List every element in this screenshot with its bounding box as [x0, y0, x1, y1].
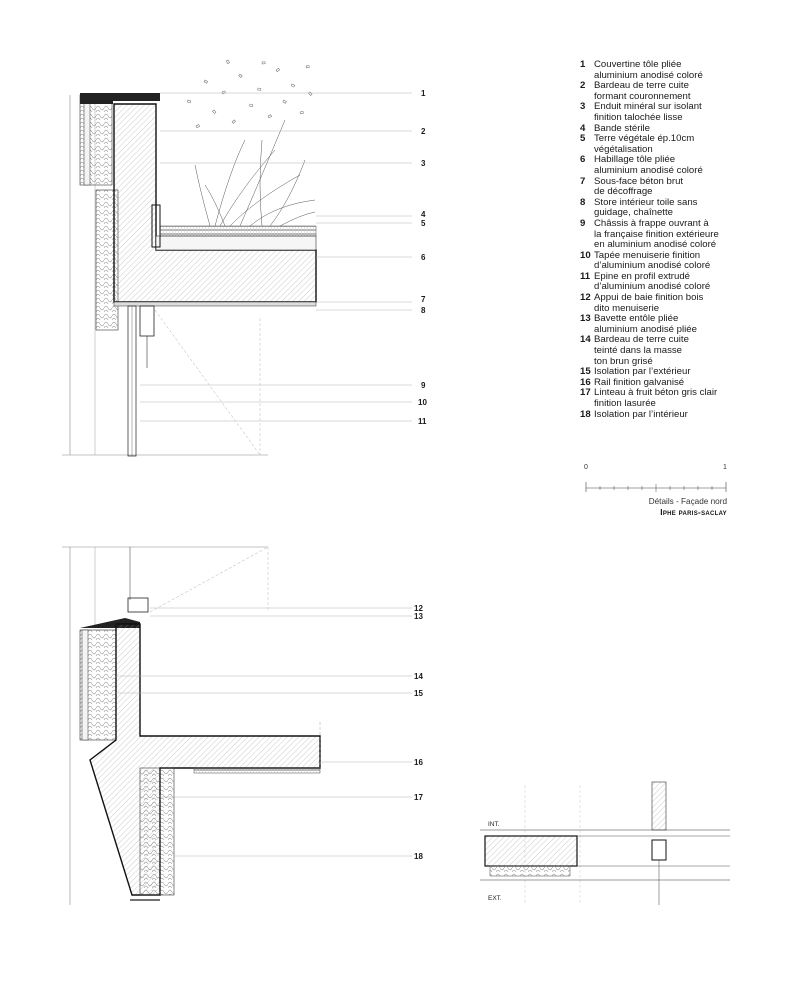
callout-17: 17: [414, 793, 423, 802]
plan-lintel-block: [485, 836, 577, 866]
terracotta-shingle-upper: [84, 95, 90, 185]
legend-item-number: 15: [580, 366, 591, 378]
plan-label-ext: EXT.: [488, 895, 502, 902]
callout-1: 1: [421, 89, 426, 98]
callout-16: 16: [414, 758, 423, 767]
window-swing-line: [155, 310, 260, 455]
top-callout-numbers: [418, 89, 427, 426]
legend-item: [580, 314, 790, 335]
legend-item-text: Appui de baie finition bois dito menuiserie: [594, 292, 704, 314]
tree-foliage: [187, 60, 312, 128]
callout-5: 5: [421, 219, 426, 228]
legend-item-text: Bardeau de terre cuite teinté dans la masse ton brun grisé: [594, 334, 689, 367]
legend-item-text: Store intérieur toile sans guidage, chaînette: [594, 196, 698, 219]
legend-item: [580, 293, 790, 314]
sill-profile: [128, 598, 148, 612]
legend-item-text: Isolation par l’extérieur: [594, 366, 691, 378]
concrete-soffit: [114, 302, 316, 306]
sterile-strip: [160, 226, 316, 236]
legend-item-text: Tapée menuiserie finition d’aluminium anodisé coloré: [594, 249, 711, 272]
legend-item-number: 18: [580, 408, 591, 420]
concrete-lintel: [90, 624, 320, 895]
legend-item-number: 17: [580, 387, 591, 399]
legend-item: [580, 388, 790, 409]
legend-item: [580, 134, 790, 155]
plan-label-int: INT.: [488, 821, 500, 828]
callout-9: 9: [421, 381, 426, 390]
legend-item-number: 2: [580, 80, 586, 92]
callout-4: 4: [421, 210, 426, 219]
roof-membrane: [156, 236, 316, 250]
legend-item-text: Epine en profil extrudé d’aluminium anodisé coloré: [594, 270, 711, 293]
legend-item-number: 10: [580, 249, 591, 261]
legend-item-number: 9: [580, 217, 586, 229]
rail-galvanised: [194, 768, 320, 773]
legend-item-number: 12: [580, 292, 591, 304]
callout-15: 15: [414, 689, 423, 698]
legend-item: [580, 251, 790, 272]
legend-item: [580, 102, 790, 123]
callout-6: 6: [421, 253, 426, 262]
callout-10: 10: [418, 398, 427, 407]
callout-3: 3: [421, 159, 426, 168]
scale-end: 1: [723, 464, 727, 471]
legend-item-text: Bavette entôle pliée aluminium anodisé pliée: [594, 313, 697, 335]
legend-item-text: Habillage tôle pliée aluminium anodisé coloré: [594, 154, 703, 176]
plan-detail: [480, 782, 730, 905]
legend-item-number: 11: [580, 270, 591, 282]
blind-box: [140, 306, 154, 336]
legend-item-text: Terre végétale ép.10cm végétalisation: [594, 133, 695, 155]
legend-item: [580, 219, 790, 251]
legend-item-text: Sous-face béton brut de décoffrage: [594, 175, 684, 198]
callout-7: 7: [421, 295, 426, 304]
legend-item-text: Couvertine tôle pliée aluminium anodisé coloré: [594, 59, 703, 81]
legend-item: [580, 60, 790, 81]
legend-item: [580, 177, 790, 198]
legend-item-text: Enduit minéral sur isolant finition talochée lisse: [594, 101, 702, 123]
callout-12: 12: [414, 604, 423, 613]
insulation-interior: [140, 768, 174, 895]
legend-item: [580, 81, 790, 102]
legend-item: [580, 198, 790, 219]
callout-2: 2: [421, 127, 426, 136]
callout-13: 13: [414, 612, 423, 621]
legend-item: [580, 155, 790, 176]
plan-mullion: [652, 840, 666, 860]
legend-item-number: 16: [580, 376, 591, 388]
legend-item-number: 14: [580, 334, 591, 346]
plan-mullion-top: [652, 782, 666, 830]
bottom-section-detail: [62, 547, 423, 905]
project-name: Iphe paris-saclay: [660, 508, 727, 517]
legend-item-text: Bardeau de terre cuite formant couronnement: [594, 80, 691, 102]
vegetation: [195, 120, 315, 226]
terracotta-shingle-lower: [82, 630, 88, 740]
legend-item-number: 1: [580, 59, 586, 70]
legend-item: [580, 410, 790, 421]
callout-8: 8: [421, 306, 426, 315]
legend-item: [580, 272, 790, 293]
callout-18: 18: [414, 852, 423, 861]
bottom-callout-numbers: [414, 604, 423, 861]
scale-start: 0: [584, 464, 588, 471]
legend-item-number: 5: [580, 133, 586, 145]
legend-item-text: Rail finition galvanisé: [594, 376, 685, 388]
drawing-caption: Détails - Façade nord: [648, 497, 727, 506]
legend-item-text: Bande stérile: [594, 122, 650, 134]
legend: [580, 60, 790, 420]
scale-bar: [584, 464, 727, 492]
top-section-detail: [62, 60, 427, 456]
legend-item-text: Isolation par l’intérieur: [594, 408, 688, 420]
legend-item: [580, 335, 790, 367]
legend-item-number: 4: [580, 122, 586, 134]
legend-item-text: Châssis à frappe ouvrant à la française finition extérieure en aluminium anodisé coloré: [594, 217, 719, 251]
callout-14: 14: [414, 672, 423, 681]
legend-item-number: 7: [580, 175, 586, 187]
legend-item-number: 3: [580, 101, 586, 113]
legend-item-number: 8: [580, 196, 586, 208]
legend-item-number: 6: [580, 154, 586, 166]
callout-11: 11: [418, 417, 427, 426]
coping-flashing: [80, 93, 160, 104]
legend-item-text: Linteau à fruit béton gris clair finition lasurée: [594, 387, 718, 409]
legend-item-number: 13: [580, 313, 591, 325]
